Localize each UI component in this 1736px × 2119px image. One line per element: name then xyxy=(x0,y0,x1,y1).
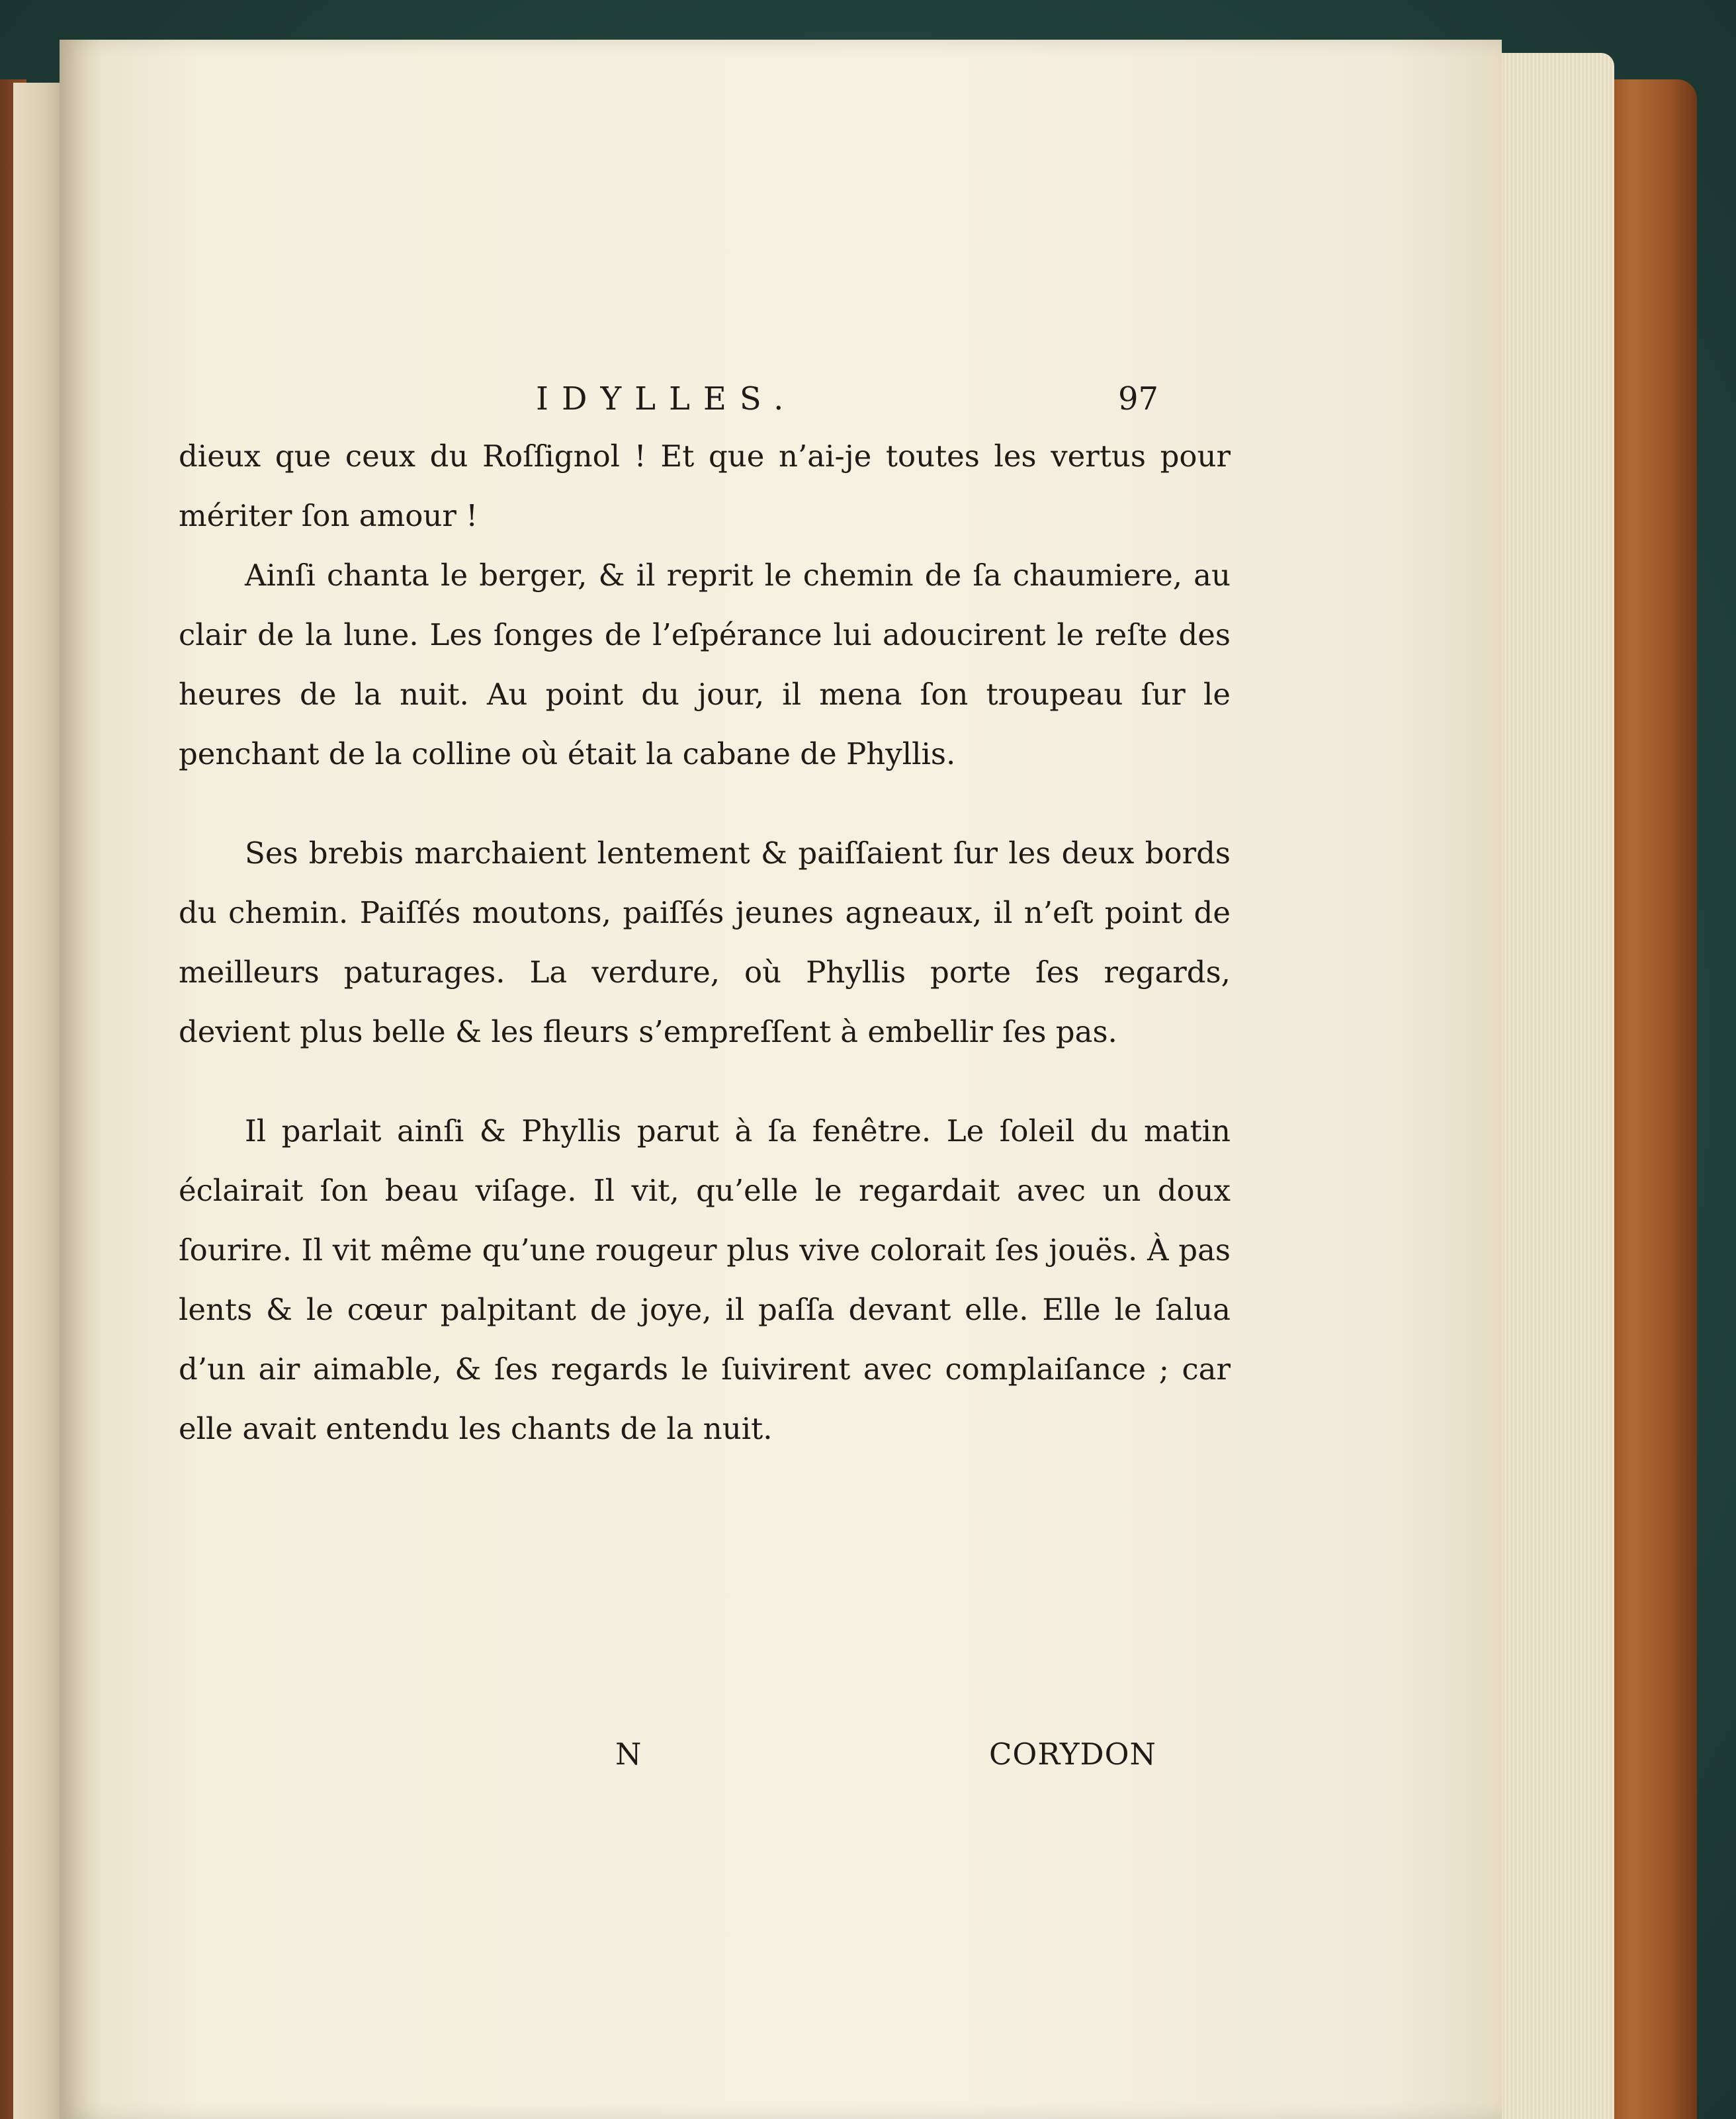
running-title: IDYLLES. xyxy=(536,380,797,417)
body-text xyxy=(179,427,1231,1459)
page-header xyxy=(60,380,1502,420)
book-page xyxy=(60,40,1502,2119)
paragraph: Il parlait ainſi & Phyllis parut à ſa fenêtre. Le ſoleil du matin éclairait ſon beau viſage. Il vit, qu’elle le regardait avec un doux ſourire. Il vit même qu’une rougeur plus vive colorait ſes jouës. À pas lents & le cœur palpitant de joye, il paſſa devant elle. Elle le ſalua d’un air aimable, & ſes regards le ſuivirent avec complaiſance ; car elle avait entendu les chants de la nuit. xyxy=(179,1113,1231,1446)
paragraph: Ainſi chanta le berger, & il reprit le chemin de ſa chaumiere, au clair de la lune. Les ſonges de l’eſpérance lui adoucirent le reſte des heures de la nuit. Au point du jour, il mena ſon troupeau ſur le penchant de la colline où était la cabane de Phyllis. xyxy=(179,558,1231,771)
page-footer xyxy=(60,1737,1502,1776)
paragraph: dieux que ceux du Roſſignol ! Et que n’ai-je toutes les vertus pour mériter ſon amour ! xyxy=(179,439,1231,533)
page-edges xyxy=(1482,53,1614,2119)
catchword: CORYDON xyxy=(989,1737,1156,1772)
facing-page-edge xyxy=(13,83,66,2119)
page-number: 97 xyxy=(1118,380,1159,417)
signature-mark: N xyxy=(615,1737,642,1772)
paragraph: Ses brebis marchaient lentement & paiſſaient ſur les deux bords du chemin. Paiſſés moutons, paiſſés jeunes agneaux, il n’eſt point de meilleurs paturages. La verdure, où Phyllis porte ſes regards, devient plus belle & les fleurs s’empreſſent à embellir ſes pas. xyxy=(179,836,1231,1049)
